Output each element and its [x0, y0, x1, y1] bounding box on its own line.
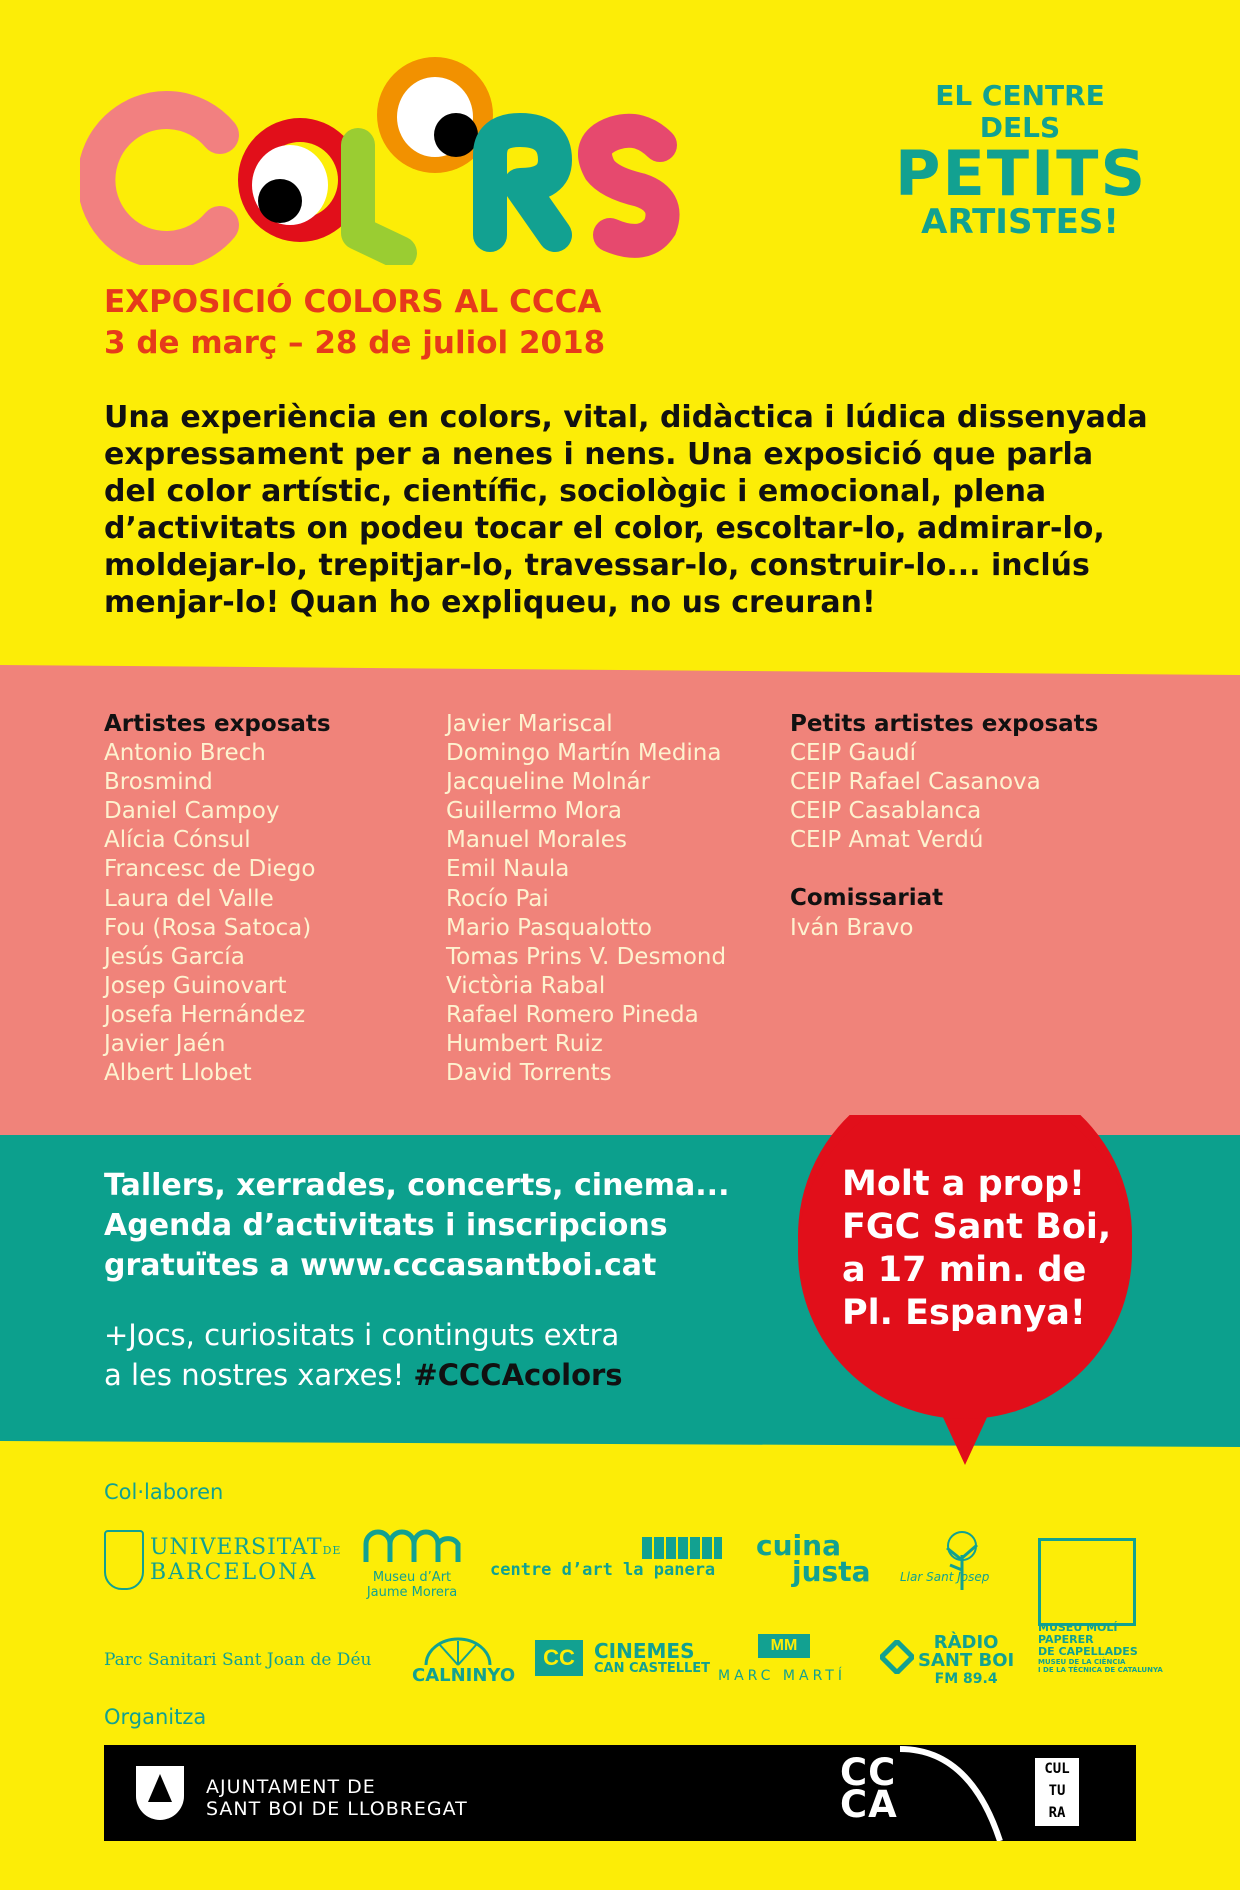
- radio-sant-boi-logo: RÀDIO SANT BOI FM 89.4: [918, 1632, 1015, 1687]
- panera-bars-icon: [642, 1537, 722, 1559]
- pin-line3: a 17 min. de: [842, 1250, 1087, 1290]
- artists-column-2: [446, 710, 726, 1088]
- artist-name: Javier Mariscal: [446, 711, 613, 737]
- curator-heading: Comissariat: [790, 885, 944, 912]
- cinemes-logo: CINEMES CAN CASTELLET: [594, 1639, 711, 1676]
- social-text: [104, 1315, 623, 1395]
- panera-logo: centre d’art la panera: [490, 1560, 716, 1580]
- artist-name: Jacqueline Molnár: [446, 769, 651, 796]
- artist-name: Fou (Rosa Satoca): [104, 914, 312, 941]
- artist-name: Francesc de Diego: [104, 856, 316, 883]
- artist-name: David Torrents: [446, 1060, 612, 1087]
- ccca-logo: CC CA: [840, 1751, 898, 1826]
- cultura-logo: CUL TU RA: [1035, 1758, 1079, 1826]
- artist-name: Rocío Pai: [446, 885, 549, 912]
- pin-line1: Molt a prop!: [842, 1164, 1085, 1204]
- tagline-line1: EL CENTRE DELS: [935, 79, 1105, 144]
- artist-name: Albert Llobet: [104, 1060, 252, 1087]
- logo-letter-c: [96, 110, 220, 250]
- calninyo-wheel-icon: [420, 1637, 496, 1667]
- tagline: [895, 79, 1148, 242]
- school-name: CEIP Casablanca: [790, 798, 982, 825]
- marc-marti-logo: MARC MARTÍ: [718, 1668, 846, 1684]
- social-line1: +Jocs, curiositats i continguts extra: [104, 1318, 620, 1352]
- activities-line3: gratuïtes a www.cccasantboi.cat: [104, 1248, 657, 1283]
- activities-line1: Tallers, xerrades, concerts, cinema...: [104, 1168, 730, 1203]
- school-name: CEIP Gaudí: [790, 740, 917, 767]
- activities-text: [104, 1166, 729, 1286]
- exhibit-dates: 3 de març – 28 de juliol 2018: [104, 325, 606, 361]
- small-artists-list: [790, 739, 1098, 855]
- artists-list-2: [446, 710, 726, 1088]
- artist-name: Tomas Prins V. Desmond: [446, 943, 727, 970]
- artist-name: Manuel Morales: [446, 827, 627, 854]
- hashtag: #CCCAcolors: [413, 1358, 623, 1392]
- radio-sant-boi-icon: [880, 1640, 914, 1674]
- school-name: CEIP Rafael Casanova: [790, 769, 1041, 796]
- museu-morera-text: Museu d’Art Jaume Morera: [366, 1570, 458, 1600]
- pin-text: [842, 1163, 1132, 1335]
- social-line2: a les nostres xarxes!: [104, 1358, 414, 1392]
- artist-name: Daniel Campoy: [104, 798, 280, 825]
- artist-name: Humbert Ruiz: [446, 1031, 603, 1058]
- parc-sanitari-logo: Parc Sanitari Sant Joan de Déu: [104, 1650, 372, 1670]
- logo-letter-l: [358, 145, 400, 253]
- tagline-line2: PETITS: [895, 137, 1148, 210]
- artists-column-1: [104, 710, 331, 1088]
- artist-name: Antonio Brech: [104, 740, 266, 767]
- ajuntament-shield-icon: [130, 1762, 190, 1824]
- cinemes-cc-icon: CC: [535, 1640, 583, 1676]
- marc-marti-mm-icon: MM: [758, 1634, 810, 1658]
- ub-logo-line1: UNIVERSITATDE: [150, 1535, 342, 1560]
- museu-moli-building-icon: [1038, 1538, 1136, 1626]
- museu-moli-text: MUSEU MOLÍ PAPERER DE CAPELLADES MUSEU DE LA CIÈNCIA I DE LA TÈCNICA DE CATALUNYA: [1038, 1621, 1163, 1674]
- artist-name: Jesús García: [104, 943, 245, 970]
- artist-name: Guillermo Mora: [446, 798, 623, 825]
- school-name: CEIP Amat Verdú: [790, 827, 984, 854]
- artist-name: Rafael Romero Pineda: [446, 1001, 699, 1028]
- exhibit-title: EXPOSICIÓ COLORS AL CCCA: [104, 284, 602, 320]
- ub-logo-line2: BARCELONA: [150, 1560, 318, 1585]
- llar-sant-josep-tree-icon: [922, 1530, 1002, 1596]
- museu-morera-icon: [362, 1528, 462, 1564]
- artist-name: Mario Pasqualotto: [446, 914, 652, 941]
- artist-name: Javier Jaén: [104, 1031, 226, 1058]
- artists-list-1: [104, 739, 331, 1088]
- small-artists-column: [790, 710, 1098, 943]
- artist-name: Alícia Cónsul: [104, 827, 251, 854]
- artist-name: Josep Guinovart: [104, 972, 287, 999]
- cuina-justa-logo: cuina justa: [756, 1529, 871, 1588]
- activities-line2: Agenda d’activitats i inscripcions: [104, 1208, 668, 1243]
- artist-name: Laura del Valle: [104, 885, 274, 912]
- calninyo-logo: CALNINYO: [412, 1665, 516, 1686]
- artist-name: Emil Naula: [446, 856, 570, 883]
- ajuntament-text: AJUNTAMENT DE SANT BOI DE LLOBREGAT: [206, 1776, 468, 1820]
- artist-name: Josefa Hernández: [104, 1001, 306, 1028]
- colors-logo: [80, 55, 730, 265]
- tagline-line3: ARTISTES!: [921, 202, 1119, 242]
- artist-name: Brosmind: [104, 769, 213, 796]
- ub-shield-icon: [104, 1530, 144, 1590]
- logo-letter-s: [595, 131, 663, 241]
- artist-name: Victòria Rabal: [446, 972, 606, 999]
- collaborators-label: Col·laboren: [104, 1480, 224, 1504]
- logo-letter-r: [490, 130, 555, 235]
- llar-sant-josep-text: Llar Sant Josep: [900, 1570, 990, 1584]
- intro-paragraph: Una experiència en colors, vital, didàctica i lúdica dissenyada expressament per a nenes i nens. Una exposició que parla del color artístic, científic, sociològic i emocional, plena d’activitats on podeu tocar el color, escoltar-lo, admirar-lo, moldejar-lo, trepitjar-lo, travessar-lo, construir-lo... inclús menjar-lo! Quan ho expliqueu, no us creuran!: [104, 400, 1148, 620]
- pin-line4: Pl. Espanya!: [842, 1293, 1086, 1333]
- artists-heading: Artistes exposats: [104, 711, 331, 737]
- curator-name: Iván Bravo: [790, 914, 914, 941]
- organizer-label: Organitza: [104, 1705, 207, 1729]
- small-artists-heading: Petits artistes exposats: [790, 711, 1099, 737]
- pin-line2: FGC Sant Boi,: [842, 1207, 1112, 1247]
- ccca-arc-icon: [900, 1745, 1010, 1841]
- artist-name: Domingo Martín Medina: [446, 740, 722, 767]
